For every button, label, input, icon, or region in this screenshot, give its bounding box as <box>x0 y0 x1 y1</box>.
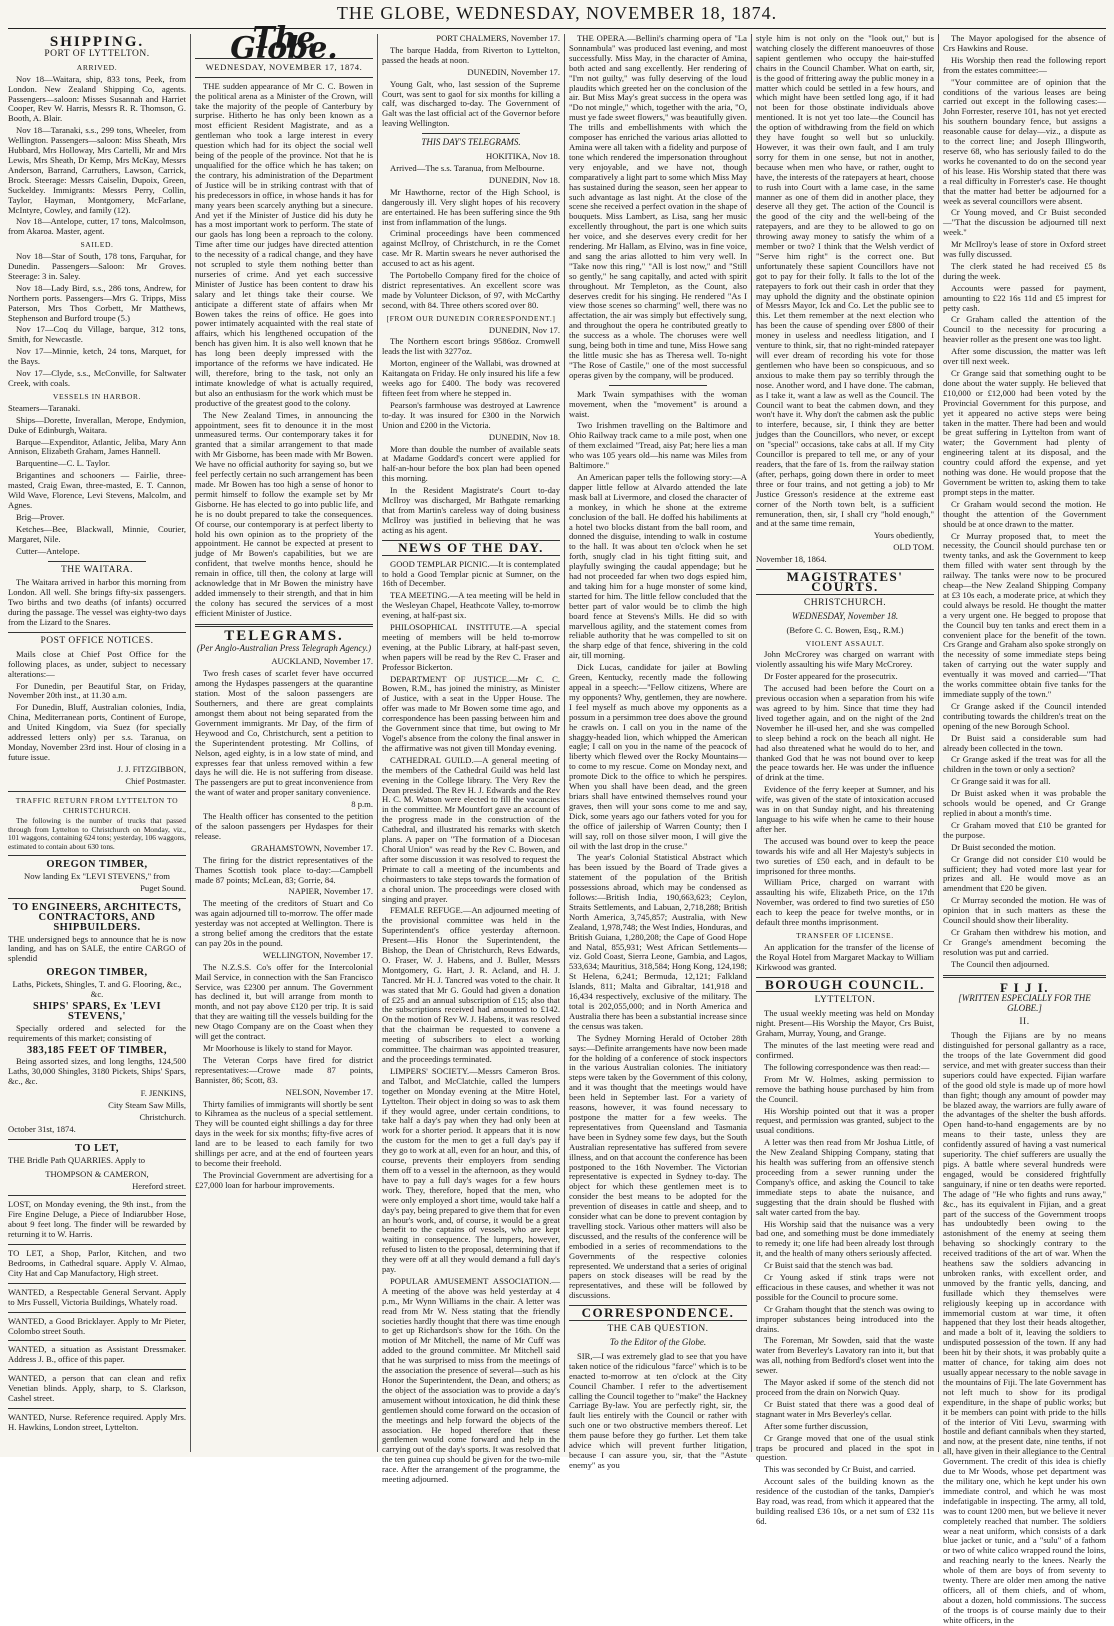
column-shipping <box>8 34 186 1452</box>
waitara-text: The Waitara arrived in harbor this morning from London. All well. She brings fifty-six passengers. Two births and two deaths (of infants) occurred during the passage. The vessel was eighty-two days from the Lizard to the Snares. <box>8 577 186 628</box>
vessel-item: Ketches—Bee, Blackwall, Minnie, Courier, Margaret, Nile. <box>8 523 186 544</box>
vessel-item: Barquentine—C. L. Taylor. <box>16 458 110 469</box>
sailed-heading: SAILED. <box>80 240 114 250</box>
council-text: "Your committee are of opinion that the conditions of the various leases are being carried out except in the following cases:—John Forrester, reserve 101, has not yet erected his southern boundary fence, but assigns a reasonable cause for delay—viz., a dispute as to the correct line; and Joseph Illingworth, reserve 68, who has seriously failed to do the works he covenanted to do on the second year of his lease. His Worship stated that there was a real difficulty in Forrester's case. He thought that the matter had better be adjourned for a week as several councillors were absent. <box>943 76 1106 206</box>
spars-text: Specially ordered and selected for the requirements of this market; consisting of <box>8 1022 186 1043</box>
globe-title: The Globe. <box>230 21 338 66</box>
divider <box>8 791 186 792</box>
council-text: From Mr W. Holmes, asking permission to remove the bathing house purchased by him from the Council. <box>756 1073 934 1104</box>
court-text: The accused had been before the Court on a previous occasion when a separation from his wife was agreed to by him. Since that time they had lived together again, and on the night of the 2nd November he ill-used her, and she was compelled to sleep behind a rock on the beach all night. He had also threatened what he would do to her, and thanked God that he was not bound over to keep the peace towards her. He was under the influence of drink at the time. <box>756 683 934 783</box>
divider <box>8 1283 186 1284</box>
spars-date: October 31st, 1874. <box>8 1123 76 1134</box>
masthead-rule <box>8 28 1106 29</box>
court-text: Evidence of the ferry keeper at Sumner, and his wife, was given of the state of intoxication accused was in on that Sunday night, and his threatening language to his wife when he came to their house after her. <box>756 784 934 834</box>
news-item: DEPARTMENT OF JUSTICE.—Mr C. C. Bowen, R.M., has joined the ministry, as Minister of Justice, with a seat in the Upper House. The offer was made to Mr Bowen some time ago, and correspondence has been passing between him and the Government since that time, but owing to Mr Vogel's absence from the colony the final answer in the affirmative was not given till Monday evening. <box>382 673 560 753</box>
post-signature: J. J. FITZGIBBON, <box>117 763 186 774</box>
wanted-ad: WANTED, a person that can clean and refix Venetian blinds. Apply, sharp, to S. Clarkson, Cashel street. <box>8 1373 186 1404</box>
column-rule <box>564 34 565 1452</box>
divider <box>8 1139 186 1140</box>
sailing-item: Nov 17—Coq du Village, barque, 312 tons, Smith, for Newcastle. <box>8 324 186 345</box>
telegram-text: Pearson's farmhouse was destroyed at Lawrence to-day. It was insured for £300 in the Norwich Union and £200 in the Victoria. <box>382 399 560 430</box>
letter-date: November 18, 1864. <box>756 554 827 565</box>
council-text: Mr McIlroy's lease of store in Oxford street was fully discussed. <box>943 239 1106 260</box>
telegram-place: DUNEDIN, Nov 18. <box>488 431 560 442</box>
correspondence-header-box <box>569 1305 747 1321</box>
news-item: The Sydney Morning Herald of October 28th says:—Definite arrangements have now been made for the holding of a conference of stock inspectors in the various Australian colonies. The initiatory steps were taken by the Government of this colony, and it was thought that the meetings would have been held in September last. For a variety of reasons, however, it was found necessary to postpone the matter for a few weeks. The representatives from Queensland and Tasmania have been in Sydney some few days, but the South Australian representative has suffered from severe illness, and on that account the conference has been postponed to the 16th November. The Victorian representative is expected in Sydney to-day. The object for which these gentlemen meet is to consider the best means to be adopted for the prevention of diseases in cattle and sheep, and to consider what can be done to prevent contagion by travelling stock. Various other matters will also be discussed, and the results of the conference will be embodied in a series of recommendations to the Governments of the respective colonies represented. We understand that a series of original papers on stock diseases will be read by the representatives, and these will be followed by discussions. <box>569 1032 747 1301</box>
court-text: William Price, charged on warrant with assaulting his wife, Elizabeth Price, on the 17th November, was ordered to find two sureties of £50 each to keep the peace for twelve months, or in default three months imprisonment. <box>756 877 934 928</box>
telegram-text: The Veteran Corps have fired for district representatives:—Crowe made 87 points, Bannister, 86; Scott, 83. <box>195 1054 373 1085</box>
editorial-text: THE sudden appearance of Mr C. C. Bowen in the political arena as a Minister of the Crown, will take the majority of the people of Canterbury by surprise. Hitherto he has only been known as a most efficient Resident Magistrate, and as a gentleman who took a large interest in every question which had for its object the social well being of the people of the province. Not that he is unqualified for the office which he has taken; on the contrary, his administration of the Department of Justice will be in striking contrast with that of his predecessors in office, in whose hands it has for many years been scarcely anything but a sinecure. And yet if the Minister of Justice did his duty he has a most important work to perform. The state of our gaols has long been a reproach to the colony. Time after time our judges have directed attention to the necessity of a radical change, and they have not scrupled to style them nothing better than nurseries of crime. And yet each successive Minister of Justice has been content to draw his salary and let things take their course. We anticipate a different state of affairs when Mr Bowen takes the reins of office. He goes into power intimately acquainted with the real state of affairs, which his lengthened occupation of the bench has given him. It is also well known that he has long been deeply impressed with the importance of the reforms we have indicated. He will, therefore, bring to the task, not only an intimate knowledge of what is actually required, but also an enthusiasm for the work which must be productive of the greatest good to the colony. <box>195 80 373 408</box>
council-text: Cr Grange did not consider £10 would be sufficient; they had voted more last year for prizes and all. He would move as an amendment that £20 be given. <box>943 853 1106 894</box>
news-item: The year's Colonial Statistical Abstract which has been issued by the Board of Trade gives a statement of the population of the British possessions abroad, which may be condensed as follows:—British India, 190,663,623; Ceylon, Straits Settlements, and Labuan, 2,718,288; British North America, 3,745,857; Australia, with New Zealand, 1,978,748; the West Indies, Honduras, and British Guiana, 1,280,208; the Cape of Good Hope and Natal, 855,931; West African Settlements—viz. Gold Coast, Sierra Leone, Gambia, and Lagos, 533,634; Mauritius, 318,584; Hong Kong, 124,198; St Helena, 6,241; Bermuda, 12,121; Falkland Islands, 811; Malta and Gibraltar, 141,918 and 16,434 respectively, exclusive of the military. The total is 202,055,000; and in North America and Australia there has been a substantial increase since the census was taken. <box>569 852 747 1031</box>
news-item: PHILOSOPHICAL INSTITUTE.—A special meeting of members will be held to-morrow evening, at the Public Library, at half-past seven, when papers will be read by the Rev C. Fraser and Professor Bickerton. <box>382 622 560 672</box>
tolet-signature: Hereford street. <box>132 1180 186 1191</box>
council-text: Cr Buist said that the stench was bad. <box>764 1260 893 1271</box>
news-item: CATHEDRAL GUILD.—A general meeting of the members of the Cathedral Guild was held last evening in the College library. The Very Rev the Dean presided. The Rev H. J. Edwards and the Rev H. C. M. Watson were elected to fill the vacancies in the committee. Mr Mountfort gave an account of the progress made in the construction of the Cathedral, and illustrated his remarks with sketch plans. A paper on "The formation of a Diocesan Choral Union" was read by the Rev C. Bowen, and after some discussion it was resolved to request the Primate to call a meeting of the incumbents and choirmasters to take steps towards the formation of a choral union. The proceedings were closed with singing and prayer. <box>382 754 560 904</box>
council-text: Account sales of the building known as the residence of the custodian of the tanks, Dampier's Bay road, was read, from which it appeared that the building realised £36 10s, or a net sum of £32 11s 6d. <box>756 1476 934 1526</box>
news-item: TEA MEETING.—A tea meeting will be held in the Wesleyan Chapel, Heathcote Valley, to-morrow evening, at half-past six. <box>382 590 560 621</box>
column-fiji <box>943 33 1107 1625</box>
court-place: CHRISTCHURCH. <box>803 597 887 608</box>
news-item: Dick Lucas, candidate for jailer at Bowling Green, Kentucky, recently made the following appeal in a speech:—"Fellow citizens, Where are my opponents? Why, gentlemen, they are nowhere. I feel myself as much above my opponents as a possum in a persimmon tree does above the ground he crawls on. I call on you in the name of the shaggy-headed lion, which whipped the American eagle; I call on you in the name of the peacock of liberty which flewed over the Rocky Mountains—to come to my rescue. Come on Monday next, and promote Dick to the office to which he perspires. When you shall have been dead, and the green briars shall have entwined themselves round your graves, then will your sons come to me and say, Dick, some years ago our fathers voted for you for the office of jailership of Warren County; then I will say, roll on those silver moon, I will give the oil with the last drop in the cruse." <box>569 662 747 851</box>
column-rule <box>938 34 939 1452</box>
telegram-text: The Provincial Government are advertising for a £27,000 loan for harbour improvements. <box>195 1169 373 1190</box>
divider <box>8 1195 186 1196</box>
divider <box>8 1312 186 1313</box>
traffic-heading: TRAFFIC RETURN FROM LYTTELTON TO CHRISTCHURCH. <box>15 795 179 815</box>
divider <box>195 624 373 627</box>
news-item: An American paper tells the following story:—A dapper little fellow at Alvardo attended the late mask ball at Livermore, and closed the character of a monkey, in which he shone at the extreme conclusion of the ball. He doffed his habiliments at a hotel two blocks distant from the ball room, and donned the disguise, intending to walk in costume to the hall. It was about ten o'clock when he set forth, snugly clad in his tight fitting suit, and playfully swinging the caudal appendage; but he had not proceeded far when two dogs espied him, and taking him for a huge monster of some kind, started for him. The little fellow concluded that the better part of valor would be to climb the high board fence at Stevens's Mills. He did so with marvellous agility, and the statement comes from reliable authority that he was compelled to sit on the sharp edge of that fence, shivering in the cold air, till morning. <box>569 471 747 661</box>
telegram-text: The barque Hadda, from Riverton to Lyttelton, passed the heads at noon. <box>382 44 560 65</box>
vessel-item: Brigantines and schooners — Fairlie, three-masted, Craig Ewan, three-masted, E. T. Cannon, Wild Wave, Florence, Levi Stevens, Malcolm, and Agnes. <box>8 470 186 510</box>
news-heading: NEWS OF THE DAY. <box>398 539 544 555</box>
court-case-heading: TRANSFER OF LICENSE. <box>796 930 894 940</box>
shop-ad: TO LET, a Shop, Parlor, Kitchen, and two Bedrooms, in Cathedral square. Apply V. Almao, City Hat and Cap Manufactory, High street. <box>8 1248 186 1278</box>
vessel-item: Barque—Expenditor, Atlantic, Jeliba, Mary Ann Annison, Elizabeth Graham, James Hannell. <box>8 436 186 457</box>
post-text: For Dunedin, Bluff, Australian colonies, India, China, Mediterranean ports, Continent of Europe, and United Kingdom, via Suez (for specially addressed letters only) per s.s. Taranua, on Monday, November 23rd inst. Hour of closing in a future issue. <box>8 702 186 762</box>
cab-heading: THE CAB QUESTION. <box>607 1324 709 1335</box>
court-case-heading: VIOLENT ASSAULT. <box>805 638 885 648</box>
council-text: Dr Buist said a considerable sum had already been collected in the town. <box>943 732 1106 753</box>
council-text: Cr Murray proposed that, to meet the necessity, the Council should purchase ten or twenty tanks, and ask the Government to keep them filled with water sent through by the railway. The tanks were now to be procured cheap—the New Zealand Shipping Company at £3 10s each, a moderate price, at which they could always be resold. He thought the matter a very urgent one. He begged to propose that the Council buy ten tanks and erect them in a convenient place for the benefit of the town. Crs Grange and Graham also spoke strongly on the necessity of some immediate steps being taken of carrying out the water supply and eventually it was moved and carried—"That the works committee obtain five tanks for the immediate supply of the town." <box>943 530 1107 699</box>
telegram-place: GRAHAMSTOWN, November 17. <box>250 842 373 853</box>
council-text: His Worship then read the following report from the estates committee:— <box>943 54 1106 75</box>
news-item: FEMALE REFUGE.—An adjourned meeting of the provisional committee was held in the Superintendent's office yesterday afternoon. Present—His Honor the Superintendent, the Bishop, the Dean of Christchurch, Revs Edwards, O. Fraser, W. J. Habens, and J. Buller, Messrs Montgomery, G. Hart, J. R. Acland, and H. J. Tancred. Mr H. J. Tancred was voted to the chair. It was stated that Mr G. Gould had given a donation of £25 and an annual subscription of £15; also that the subscriptions received had amounted to £142. On the motion of Rev W. J. Habens, it was resolved that the chairman be requested to convene a meeting of subscribers to elect a working committee. The chairman was appointed treasurer, and the proceedings terminated. <box>382 905 560 1064</box>
vessel-item: Steamers—Taranaki. <box>8 402 81 413</box>
news-item: POPULAR AMUSEMENT ASSOCIATION.—A meeting of the above was held yesterday at 4 p.m., Mr Wynn Williams in the chair. A letter was read from Mr W. Ness stating that the friendly societies hardly thought that there was time enough to get up Richardson's show for the 16th. On the motion of Mr Mitchell, the name of Mr Cuff was added to the ground committee. Mr Mitchell said that he was surprised to miss from the meetings of the association the presence of several—such as his Honor the Superintendent, the Dean, and others; as the object of the association was to provide a day's amusement without intoxication, he did think these gentlemen should come forward on the occasion of the meetings and help forward the objects of the association. He hoped therefore that these gentlemen would come forward and help in the carrying out of the day's sports. It was resolved that the ten guinea cup should be given for the two-mile race. After the arrangement of the programme, the meeting adjourned. <box>382 1275 560 1485</box>
oregon-sub: Now landing Ex "LEVI STEVENS," from <box>24 870 170 881</box>
council-text: Cr Graham moved that £10 be granted for the purpose. <box>943 819 1106 840</box>
arrived-heading: ARRIVED. <box>76 62 118 72</box>
tolet-text: THE Bridle Path QUARRIES. Apply to <box>8 1154 146 1165</box>
fiji-sub: [WRITTEN ESPECIALLY FOR THE GLOBE.] <box>958 993 1091 1014</box>
correspondence-heading: CORRESPONDENCE. <box>581 1305 735 1321</box>
telegrams-heading: TELEGRAMS. <box>224 627 344 644</box>
council-text: Cr Murray seconded the motion. He was of opinion that in such matters as these the Council should show their liberality. <box>943 895 1106 926</box>
tolet-heading: TO LET, <box>75 1142 119 1154</box>
editorial-date: WEDNESDAY, NOVEMBER 17, 1874. <box>205 61 363 72</box>
telegram-text: In the Resident Magistrate's Court to-day McIlroy was discharged, Mr Bathgate remarking that from Martin's careless way of doing business McIlroy was justified in believing that he was acting as his agent. <box>382 485 560 535</box>
court-text: Dr Foster appeared for the prosecutrix. <box>764 671 898 682</box>
telegram-text: The firing for the district representatives of the Thames Scottish took place to-day:—Campbell made 87 points; McLean, 83; Gorrie, 84. <box>195 854 373 885</box>
telegram-text: Mr Moorhouse is likely to stand for Mayor. <box>203 1043 353 1053</box>
council-text: Cr Grange said it was for all. <box>951 776 1051 787</box>
correspondent-heading: [FROM OUR DUNEDIN CORRESPONDENT.] <box>386 313 556 323</box>
engineers-text: THE undersigned begs to announce that he is now landing, and has on SALE, the entire CARGO of splendid <box>8 933 186 964</box>
divider <box>8 1340 186 1341</box>
telegram-place: DUNEDIN, Nov 18. <box>488 174 560 185</box>
post-signature-title: Chief Postmaster. <box>125 775 186 786</box>
council-text: The clerk stated he had received £5 8s during the week. <box>943 260 1106 281</box>
telegram-place: WELLINGTON, November 17. <box>262 949 373 960</box>
wanted-ad: WANTED, a Respectable General Servant. Apply to Mrs Fussell, Victoria Buildings, Whately road. <box>8 1286 186 1307</box>
post-office-heading: POST OFFICE NOTICES. <box>40 635 154 646</box>
spars-text: Being assorted sizes, and long lengths, 124,500 Laths, 30,000 Shingles, 3180 Pickets, Ships' Spars, &c., &c. <box>8 1056 186 1087</box>
column-editorial <box>195 21 373 1452</box>
council-text: After some discussion, the matter was left over till next week. <box>943 346 1106 367</box>
council-text: The minutes of the last meeting were read and confirmed. <box>756 1040 934 1060</box>
council-text: The Council then adjourned. <box>951 958 1050 969</box>
spars-signature: Christchurch. <box>139 1112 186 1122</box>
divider <box>8 1244 186 1245</box>
court-text: The accused was bound over to keep the peace towards his wife and all Her Majesty's subjects in two sureties of £50 each, and in default to be imprisoned for three months. <box>756 835 934 876</box>
column-courts <box>756 33 934 1526</box>
lost-ad: LOST, on Monday evening, the 9th inst., from the Fire Engine Deluge, a Piece of Indiarubber Hose, about 9 feet long. The finder will be rewarded by returning it to W. Harris. <box>8 1199 186 1240</box>
telegram-place: AUCKLAND, November 17. <box>271 656 373 667</box>
telegram-place: NELSON, November 17. <box>285 1086 373 1097</box>
borough-header-box <box>756 977 934 993</box>
court-text: An application for the transfer of the license of the Royal Hotel from Margaret Mackay to William Kirkwood was granted. <box>756 941 934 972</box>
council-text: Accounts were passed for payment, amounting to £22 16s 11d and £5 imprest for petty cash. <box>943 282 1106 313</box>
council-text: Cr Grange moved that one of the usual stink traps be procured and placed in the spot in question. <box>756 1432 934 1463</box>
spars-feet: 383,185 FEET OF TIMBER, <box>27 1044 167 1056</box>
tolet-signature: THOMPSON & CAMERON, <box>45 1168 149 1179</box>
column-rule <box>751 34 752 1452</box>
fiji-number: II. <box>1019 1017 1030 1028</box>
vessel-item: Cutter—Antelope. <box>16 545 80 556</box>
sailing-item: Nov 17—Minnie, ketch, 24 tons, Marquet, for the Bays. <box>8 346 186 367</box>
letter-text: style him is not only on the "look out," but is watching closely the different manoeuvres of those sapient gentlemen who occupy the hair-stuffed chairs in the Council Chamber. What on earth, sir, is the good of frittering away the public money in a matter which could be settled in a few hours, and which might have been settled long ago, if it had not been for those obstinate individuals above mentioned. It is not yet too late—the Council has the option of withdrawing from the field on which they have fought so well but so unluckily. However, it was their own fault, and I am truly sorry for them in one sense, but not in another, because when men who have, or rather, ought to have, the interests of the ratepayers at heart, choose to rush into Court with a lame case, in the same manner as one of them did in another place, they deserve all they get. The action of the Council is the good of the city and the well-being of the ratepayers, and are they to be allowed to go on throwing away money to satisfy the whim of a member or two? I think that the Welsh verdict of "Serve him right" is the correct one. But unfortunately these sapient Councillors have not got to pay for their folly. It falls to the lot of the ratepayers to fork out their cash in order that they may uphold the dignity and the obstinate opinion of Messrs Mayor, Ick and Co. Let the public see to this. Let them remember at the next election who has been the cause of spending over £800 of their money in useless and needless litigation, and I venture to think, sir, that no right-minded ratepayer will ever dream of recording his vote for those gentlemen who have been so conspicuous, and so anxious to make them pay so terribly through the nose. Another word, and I have done. The cabman, as I take it, want a law as well as the Council. The Council want to beat the cabmen down, and they won't have it. Why don't the cabmen ask the public to interfere, because, sir, I think they are better judges than the Councillors, who never, or except on "special" occasions, take cabs at all. If my City Councillor is prepared to tell me, or any of your readers, that the fare of 1s. from the railway station (after, perhaps, going down there in order to meet three or four trains, and not getting a job) to Mr Justice Gresson's residence at the extreme east corner of the North town belt, is a sufficient remuneration, then, sir, I shall cry "hold enough," and at the same time remain, <box>756 33 934 529</box>
news-item: GOOD TEMPLAR PICNIC.—It is contemplated to hold a Good Templar picnic at Sumner, on the 16th of December. <box>382 558 560 589</box>
oregon-sub: Puget Sound. <box>140 882 186 893</box>
divider <box>943 975 1106 978</box>
telegram-place: DUNEDIN, Nov 17. <box>488 324 560 335</box>
court-text: John McCrorey was charged on warrant with violently assaulting his wife Mary McCrorey. <box>756 649 934 670</box>
column-opera <box>569 33 747 1470</box>
wanted-ad: WANTED, a Good Bricklayer. Apply to Mr Pieter, Colombo street South. <box>8 1315 186 1336</box>
fiji-heading: F I J I. <box>999 979 1050 995</box>
divider <box>8 1408 186 1409</box>
council-text: After some further discussion, <box>764 1420 869 1431</box>
council-text: The following correspondence was then read:— <box>764 1061 930 1072</box>
council-text: His Worship said that the nuisance was a very bad one, and something must be done immediately to remedy it; one life had been already lost through it, and the health of many others seriously affected. <box>756 1218 934 1259</box>
divider <box>195 77 373 78</box>
news-header-box <box>382 540 560 556</box>
engineers-oregon: OREGON TIMBER, <box>46 967 148 979</box>
news-item: LIMPERS' SOCIETY.—Messrs Cameron Bros. and Talbot, and McClatchie, called the lumpers together on Monday evening at the Mitre Hotel, Lyttelton. Their object in doing so was to ask them if they would agree, under certain conditions, to take half a day's pay when they had only been at work for a shorter period. It appears that it is now the custom for the men to get a full day's pay if they go to work at all, even for an hour, and this, of course, prevents their employers from sending them off to a vessel in the afternoon, as they would have to pay a full day's wages for a few hours work. They, therefore, hoped that the men, who were only employed a short time, would take half a day's pay, being prepared to give them that for even an hour's work, and, of course, it would be a great benefit to the captains of vessels, who are kept waiting in consequence. The lumpers, however, refused to listen to the proposal, determining that if they were off at all they would demand a full day's pay. <box>382 1065 560 1275</box>
court-before: (Before C. C. Bowen, Esq., R.M.) <box>786 624 904 635</box>
engineers-items: Laths, Pickets, Shingles, T. and G. Flooring, &c., &c. <box>12 979 182 1000</box>
telegram-text: The meeting of the creditors of Stuart and Co was again adjourned till to-morrow. The offer made yesterday was not accepted at Wellington. There is a strong belief among the creditors that the estate can pay 20s in the pound. <box>195 898 373 948</box>
vessel-item: Ships—Dorette, Inverallan, Merope, Endymion, Duke of Edinburgh, Waitara. <box>8 414 186 435</box>
council-text: Cr Graham then withdrew his motion, and Cr Grange's amendment becoming the resolution was put and carried. <box>943 926 1106 957</box>
cab-sub: To the Editor of the Globe. <box>609 1337 707 1347</box>
court-date: WEDNESDAY, November 18. <box>791 610 899 621</box>
spars-signature: F. JENKINS, <box>140 1088 186 1099</box>
post-text: Mails close at Chief Post Office for the following places, as under, subject to necessary alterations:— <box>8 648 186 679</box>
news-item: Two Irishmen travelling on the Baltimore and Ohio Railway track came to a mile post, when one of them exclaimed "Tread, aisy Pat; here lies a man who was 105 years old—his name was Miles from Baltimore." <box>569 420 747 471</box>
telegram-place: NAPIER, November 17. <box>288 886 373 897</box>
magistrates-header-box <box>756 569 934 595</box>
oregon-heading: OREGON TIMBER, <box>46 859 148 871</box>
telegram-place: HOKITIKA, Nov 18. <box>486 151 560 162</box>
council-text: The Mayor asked if some of the stench did not proceed from the drain on Norwich Quay. <box>756 1377 934 1397</box>
council-text: Cr Young moved, and Cr Buist seconded—"That the discussion be adjourned till next week." <box>943 207 1106 238</box>
vessel-item: Brig—Prover. <box>16 511 65 522</box>
editorial-text: The New Zealand Times, in announcing the appointment, sees fit to denounce it in the most unmeasured terms. Our contemporary takes it for granted that a similar arrangement to that made with Mr Gisborne, has been made with Mr Bowen. We have no official authority for saying so, but we feel perfectly certain no such arrangement has been made. Mr Bowen has too high a sense of honor to permit himself to follow the example set by Mr Gisborne. He has elected to go into public life, and he is no doubt prepared to take the consequences. Of course, our contemporary is at perfect liberty to hold his own opinion as to the propriety of the appointment. He cannot be expected at present to judge of Mr Bowen's capabilities, but we are confident, that twelve months hence, should he remain in office, till then, the colony at large will acknowledge that in Mr Bowen the ministry have added immensely to their strength, and that in him the colony has secured the services of a most efficient Minister of Justice. <box>195 409 373 618</box>
divider <box>422 133 520 134</box>
council-text: Cr Grange asked if the Council intended contributing towards the children's treat on the opening of the new Borough School. <box>943 700 1106 731</box>
telegram-text: Criminal proceedings have been commenced against McIlroy, of Christchurch, in re the Comet case. Mr R. Martin swears he never authorised the accused to act as his agent. <box>382 228 560 269</box>
telegram-text: The Portobello Company fired for the choice of district representatives. An excellent score was made by Volunteer Dickson, of 97, with McCarthy second, with 84. Three others scored over 80. <box>382 270 560 310</box>
council-text: The Mayor apologised for the absence of Crs Hawkins and Rouse. <box>943 33 1106 53</box>
council-text: The usual weekly meeting was held on Monday night. Present—His Worship the Mayor, Crs Buist, Graham, Murray, Young, and Grange. <box>756 1008 934 1039</box>
borough-heading: BOROUGH COUNCIL. <box>765 976 925 992</box>
telegram-text: Arrived—The s.s. Taranua, from Melbourne. <box>390 162 545 173</box>
fiji-text: Though the Fijians are by no means distinguished for personal gallantry as a race, the troops of the late Government did good service, and met with greater success than their superiors could have expected. Fijian warfare of the good old style is made up of more howl than fight; though any amount of powder may be blazed away, the warriors are fully aware of the advantages of the shelter the bush affords. Open hand-to-hand engagements are by no means to their taste, unless they are confidently assured of having a vast numerical superiority. The chief sufferers are usually the pigs. A battle where several hundreds were engaged, would be considered frightfully sanguinary, if nine or ten deaths were reported. The adage of "He who fights and runs away," &c., has its equivalent in Fijian, and a great part of the success of the Government troops has undoubtedly been owing to the astonishment of the enemy at seeing them behaving so shockingly contrary to the received traditions of the art of war. When the heathens saw the soldiers advancing in unbroken ranks, with excellent order, and unmoved by the frantic yells, dancing, and fusillade which they themselves were religiously keeping up in accordance with immemorial custom at war time, it often happened that they lost their heads altogether, and made a bolt of it, leaving the soldiers to undisputed possession of the town. If any had been hit by their shots, it was probably quite a matter of chance, for taking aim does not usually appear necessary to the noble savage in the mountains of Fiji. The late Government has not left much to show for its prodigal expenditure, in the shape of public works; but it be members can point with pride to the hills of the interior of Viti Levu, swarming with hostile and defiant cannibals when they started, and now, at the present date, nine tenths, if not all, have given in their allegiance to the Central Government. The credit of this idea is chiefly due to Mr Woods, whose pet department was the military one, which he kept under his own immediate control, and which he was most indefatigable in inspecting. The army, all told, was to count 1200 men, but we believe it never completely reached that number. The soldiers wear a neat uniform, which consists of a dark blue jacket or tunic, and a "sulu" of a fathom or two of white calico wrapped round the loins, and reaching nearly to the knees. Nearly the whole of them are boys of from seventy to twenty. There are older men among the native officers, all of them chiefs, and of whom, about a dozen, hold commissions. The success of the troops is of course mainly due to their white officers, in the <box>943 1030 1107 1625</box>
column-rule <box>190 34 191 1452</box>
telegram-time: 8 p.m. <box>351 799 373 810</box>
letter-closing: Yours obediently, <box>873 530 934 541</box>
port-heading: PORT OF LYTTELTON. <box>44 48 150 59</box>
council-text: The Foreman, Mr Sowden, said that the waste water from Beverley's Lavatory ran into it, but that was all, nothing from Bedford's closet went into the sewer. <box>756 1335 934 1376</box>
engineers-heading: TO ENGINEERS, ARCHITECTS, CONTRACTORS, AND SHIPBUILDERS. <box>12 901 182 933</box>
telegram-text: The N.Z.S.S. Co's offer for the Intercolonial Mail Service, in connection with the San Francisco Service, was £2300 per annum. The Government has declined it, but will arrange from month to month, and not pay above £120 per trip. It is said that they are waiting till the vessels building for the new Otago Company are on the Coast when they will get the contract. <box>195 961 373 1042</box>
spars-heading: SHIPS' SPARS, Ex 'LEVI STEVENS,' <box>32 1000 162 1022</box>
divider <box>8 855 186 856</box>
column-news <box>382 33 560 1485</box>
telegram-text: Thirty families of immigrants will shortly be sent to Kihramea as the nucleus of a special settlement. They will be counted eight shillings a day for three days in the week for six months; fifty-five acres of land are to be leased to each family for two shillings per acre, and at the end of fourteen years to become their freehold. <box>195 1098 373 1168</box>
magistrates-heading: MAGISTRATES' COURTS. <box>786 569 904 594</box>
telegram-place: DUNEDIN, November 17. <box>467 66 560 77</box>
wanted-ad: WANTED, Nurse. Reference required. Apply Mrs. H. Hawkins, London street, Lyttelton. <box>8 1411 186 1432</box>
telegrams-sub: (Per Anglo-Australian Press Telegraph Agency.) <box>196 642 372 653</box>
borough-place: LYTTELTON. <box>814 995 876 1006</box>
letter-text: SIR,—I was extremely glad to see that you have taken notice of the ridiculous "farce" which is to be enacted to-morrow at ten o'clock at the City Council Chamber. I refer to the advertisement calling the Council together to "make" the Hackney Carriage By-law. You are perfectly right, sir, the fault lies entirely with the Council or rather with such one or two obstructive members thereof. Let them pause before they go further. Let them take advice which will prevent further litigation, because I can assure you, sir, that the "Astute enemy" as you <box>569 1350 747 1470</box>
news-item: Mark Twain sympathises with the woman movement, when the "movement" is around a waist. <box>569 388 747 419</box>
council-text: Cr Graham would second the motion. He thought the attention of the Government should be at once drawn to the matter. <box>943 498 1106 529</box>
sailing-item: Nov 18—Lady Bird, s.s., 286 tons, Andrew, for Northern ports. Passengers—Mrs G. Tripps, Miss Paterson, Mrs Thos Corbett, Mr Matthews, Stephenson and Burford troupe (5.) <box>8 282 186 323</box>
telegram-text: The Health officer has consented to the petition of the saloon passengers per Hydaspes for their release. <box>195 811 373 841</box>
council-text: Cr Graham thought that the stench was owing to improper substances being introduced into the drains. <box>756 1303 934 1334</box>
council-text: Dr Buist seconded the motion. <box>951 841 1056 852</box>
telegram-place: PORT CHALMERS, November 17. <box>436 33 560 43</box>
sailing-item: Nov 17—Clyde, s.s., McConville, for Saltwater Creek, with coals. <box>8 368 186 388</box>
post-text: For Dunedin, per Beautiful Star, on Friday, November 20th inst., at 11.30 a.m. <box>8 680 186 701</box>
council-text: This was seconded by Cr Buist, and carried. <box>764 1464 916 1475</box>
divider <box>609 385 707 386</box>
wanted-ad: WANTED, a situation as Assistant Dressmaker. Address J. B., office of this paper. <box>8 1344 186 1365</box>
masthead: THE GLOBE, WEDNESDAY, NOVEMBER 18, 1874. <box>336 3 778 23</box>
divider <box>8 1369 186 1370</box>
council-text: Cr Grange asked if the treat was for all the children in the town or only a section? <box>943 754 1106 775</box>
council-text: Cr Grange said that something ought to be done about the water supply. He believed that £10,000 or £12,000 had been voted by the Provincial Government for this purpose, and yet it appeared no active steps were being taken in the matter. There had been and would be great suffering in Lyttelton from want of water; the Government had plenty of engineering talent at its disposal, and the country could afford the expense, and yet nothing was done. He would propose that the Government be written to, asking them to take prompt steps in the matter. <box>943 368 1106 497</box>
council-text: Cr Young asked if stink traps were not efficacious in these causes, and whether it was not possible for the Council to procure some. <box>756 1272 934 1302</box>
sailing-item: Nov 18—Star of South, 178 tons, Farquhar, for Dunedin. Passengers—Saloon: Mr Groves. Steerage: 3 in. Saley. <box>8 251 186 281</box>
council-text: His Worship pointed out that it was a proper request, and permission was granted, subject to the usual conditions. <box>756 1105 934 1136</box>
spars-signature: City Steam Saw Mills, <box>108 1100 186 1111</box>
traffic-text: The following is the number of trucks that passed through from Lyttelton to Christchurch on Monday, viz., 101 waggons, containing 624 tons; yesterday, 106 waggons, estimated to contain about 630 tons. <box>8 816 186 851</box>
council-text: A letter was then read from Mr Joshua Little, of the New Zealand Shipping Company, stating that his health was suffering from an offensive stench proceeding from a sewer running under the Company's office, and asking the Council to take immediate steps to abate the nuisance, and suggesting that the drain should be flushed with salt water carted from the bay. <box>756 1137 934 1217</box>
telegram-text: Young Galt, who, last session of the Supreme Court, was sent to gaol for six months for killing a calf, was discharged to-day. The Government of Galt was the last official act of the Governor before leaving Wellington. <box>382 78 560 129</box>
telegram-text: The Northern escort brings 9586oz. Cromwell leads the list with 3277oz. <box>382 336 560 357</box>
council-text: Dr Buist asked when it was probable the schools would be opened, and Cr Grange replied in about a month's time. <box>943 788 1106 818</box>
arrival-item: Nov 18—Taranaki, s.s., 299 tons, Wheeler, from Wellington. Passengers—saloon: Miss Sheath, Mrs Hubbard, Mrs Holloway, Mrs Cartelli, Mr and Mrs Lewis, Mrs Sheath, Dr Kemp, Mrs McKay, Messrs Anderson, Barrand, Carruthers, Lawson, Carrick, Brock. Steerage: Messrs Caiselin, Dupoix, Green, Suckeldey. Immigrants: Messrs Perry, Collin, Taylor, Hayman, Montgomery, McFarlane, McIntyre, Cowley, and family (12). <box>8 125 186 215</box>
telegram-text: Mr Hawthorne, rector of the High School, is dangerously ill. Very slight hopes of his recovery are entertained. He has been suffering since the 9th inst from inflammation of the lungs. <box>382 186 560 227</box>
waitara-heading: THE WAITARA. <box>60 564 134 575</box>
divider <box>8 632 186 633</box>
vessels-heading: VESSELS IN HARBOR. <box>52 391 142 401</box>
arrival-item: Nov 18—Waitara, ship, 833 tons, Peek, from London. New Zealand Shipping Co, agents. Passengers—saloon: Misses Susannah and Harriet Cooper, Rev W. Harris, Messrs R. R. Thomson, G. Booth, A. Blair. <box>8 73 186 124</box>
news-item: THE OPERA.—Bellini's charming opera of "La Sonnambula" was produced last evening, and most successfully. Miss May, in the character of Amina, both acted and sang excellently. Her rendering of "I'm not guilty," was fully deserving of the loud plaudits which greeted her on the conclusion of the air. But Miss May's great success in the opera was "Do not mingle," which, together with the aria, "O, must ye fade sweet flowers," was beautifully given. The trills and embellishments with which the composer has enriched the various arias allotted to Amina were all taken with a fidelity and purpose of tone which rendered the impersonation throughout very enjoyable, and we have not, though comparatively a light part to some which Miss May has sustained during the season, seen her appear to such advantage as last night. At the close of the scene she received a perfect ovation in the shape of bouquets. Miss Lambert, as Lisa, sang her music excellently throughout, the part is one which suits her voice, and she deserves every credit for her rendering. Mr Hallam, as Elvino, was in fine voice, and sang the arias allotted to him very well. In "Take now this ring," "All is lost now," and "Still so gently," he sang capitally, and acted with spirit throughout. Mr Templeton, as the Count, also deserves credit for his singing. He rendered "As I view those scenes so charming" well, there was no affectation, the air was simply but effectively sung, and throughout the opera he contributed greatly to the success as a whole. The choruses were well sung, being both in time and tune, Miss Howe sang the little music she has as Theresa well. To-night "The Rose of Castile," one of the most successful operas given by the company, will be produced. <box>569 33 747 380</box>
telegram-text: Morton, engineer of the Wallabi, was drowned at Kaitangata on Friday. He only insured his life a few weeks ago for £400. The body was recovered fifteen feet from where he stepped in. <box>382 358 560 398</box>
divider <box>8 898 186 899</box>
council-text: Cr Buist stated that there was a good deal of stagnant water in Mrs Beverley's cellar. <box>756 1398 934 1419</box>
telegram-text: More than double the number of available seats at Madame Goddard's concert were applied for half-an-hour before the box plan had been opened this morning. <box>382 443 560 484</box>
telegram-text: Two fresh cases of scarlet fever have occurred among the Hydaspes passengers at the quarantine station. Most of the saloon passengers are Southerners, and there are great complaints amongst them about not being separated from the Government immigrants. Mr Day, of the firm of Heywood and Co, Christchurch, sent a petition to the Superintendent protesting. Mr Collins, of Nelson, aged eighty, is in a low state of mind, and expresses fear that unless removed within a few days he will die. He is not suffering from disease. The passengers are put to great inconvenience from the want of water and proper sanitary convenience. <box>195 668 373 798</box>
shipping-heading: SHIPPING. <box>49 34 145 50</box>
todays-telegrams-heading: THIS DAY'S TELEGRAMS. <box>421 137 521 148</box>
letter-signature: OLD TOM. <box>893 542 934 553</box>
divider <box>48 561 146 562</box>
arrival-item: Nov 18—Antelope, cutter, 17 tons, Malcolmson, from Akaroa. Master, agent. <box>8 216 186 237</box>
council-text: Cr Graham called the attention of the Council to the necessity for procuring a heavier roller as the present one was too light. <box>943 314 1106 345</box>
column-rule <box>377 34 378 1452</box>
